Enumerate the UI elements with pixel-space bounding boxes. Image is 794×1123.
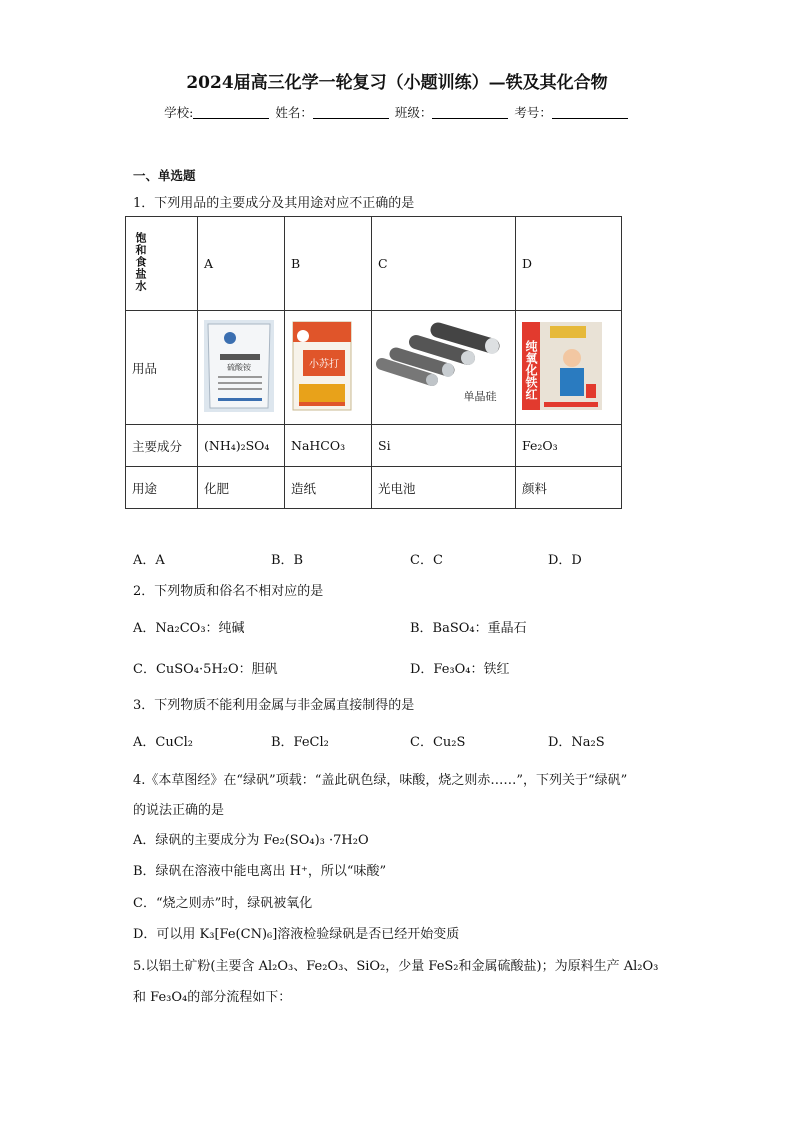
bag-a-text: 硫酸铵 — [227, 363, 251, 372]
q1-option-c[interactable]: C．C — [410, 553, 443, 568]
use-b: 造纸 — [285, 467, 372, 509]
image-cell-a — [198, 311, 285, 425]
comp-a: (NH₄)₂SO₄ — [198, 425, 285, 467]
q4-option-c[interactable]: C．“烧之则赤”时，绿矾被氧化 — [133, 896, 313, 911]
bag-b-text: 小苏打 — [309, 359, 339, 370]
silicon-caption: 单晶硅 — [463, 390, 497, 403]
q1-table — [125, 216, 622, 509]
q5-stem-line2: 和 Fe₃O₄的部分流程如下： — [133, 990, 292, 1005]
q1-option-b[interactable]: B．B — [271, 553, 304, 568]
row-label-use: 用途 — [126, 467, 198, 509]
page-title: 2024届高三化学一轮复习（小题训练）—铁及其化合物 — [186, 73, 608, 93]
image-cell-b — [285, 311, 372, 425]
q2-option-b[interactable]: B．BaSO₄：重晶石 — [410, 621, 527, 636]
q1-option-d[interactable]: D．D — [548, 553, 582, 568]
q2-stem: 2．下列物质和俗名不相对应的是 — [133, 584, 324, 599]
name-label: 姓名： — [275, 105, 313, 120]
name-blank[interactable] — [313, 106, 389, 119]
number-label: 考号： — [514, 105, 552, 120]
iron-oxide-red-box-image — [520, 318, 604, 414]
monocrystal-silicon-image — [376, 318, 502, 414]
col-header-c: C — [372, 217, 516, 311]
q2-option-a[interactable]: A．Na₂CO₃：纯碱 — [133, 621, 245, 636]
section-heading: 一、单选题 — [133, 168, 196, 183]
image-cell-c — [372, 311, 516, 425]
ammonium-sulfate-bag-image — [202, 318, 276, 414]
comp-d: Fe₂O₃ — [516, 425, 622, 467]
q5-stem-line1: 5.以铝土矿粉(主要含 Al₂O₃、Fe₂O₃、SiO₂，少量 FeS₂和金属硫酸盐)；为原料生产 Al₂O₃ — [133, 959, 659, 974]
q4-stem-line2: 的说法正确的是 — [133, 803, 225, 818]
use-c: 光电池 — [372, 467, 516, 509]
q3-option-d[interactable]: D．Na₂S — [548, 735, 605, 750]
comp-b: NaHCO₃ — [285, 425, 372, 467]
use-a: 化肥 — [198, 467, 285, 509]
school-blank[interactable] — [193, 106, 269, 119]
q4-option-d[interactable]: D．可以用 K₃[Fe(CN)₆]溶液检验绿矾是否已经开始变质 — [133, 927, 460, 942]
box-d-text: 纯氧化铁红 — [524, 340, 538, 400]
q4-option-a[interactable]: A．绿矾的主要成分为 Fe₂(SO₄)₃ ·7H₂O — [133, 833, 369, 848]
col-header-b: B — [285, 217, 372, 311]
col-header-d: D — [516, 217, 622, 311]
number-blank[interactable] — [552, 106, 628, 119]
q4-stem-line1: 4.《本草图经》在“绿矾”项载：“盖此矾色绿，味酸，烧之则赤……”，下列关于“绿矾” — [133, 773, 628, 788]
row-label-item: 用品 — [126, 311, 198, 425]
school-label: 学校: — [164, 105, 194, 120]
use-d: 颜料 — [516, 467, 622, 509]
q1-stem: 1．下列用品的主要成分及其用途对应不正确的是 — [133, 196, 415, 211]
class-blank[interactable] — [432, 106, 508, 119]
student-info — [0, 103, 794, 121]
q2-option-c[interactable]: C．CuSO₄·5H₂O：胆矾 — [133, 662, 278, 677]
class-label: 班级： — [394, 105, 433, 120]
baking-soda-bag-image — [289, 318, 355, 414]
q3-stem: 3．下列物质不能利用金属与非金属直接制得的是 — [133, 698, 415, 713]
comp-c: Si — [372, 425, 516, 467]
q4-option-b[interactable]: B．绿矾在溶液中能电离出 H⁺，所以“味酸” — [133, 864, 387, 879]
corner-label: 饱和食盐水 — [134, 232, 147, 292]
q3-option-b[interactable]: B．FeCl₂ — [271, 735, 329, 750]
q3-option-c[interactable]: C．Cu₂S — [410, 735, 466, 750]
col-header-a: A — [198, 217, 285, 311]
image-cell-d — [516, 311, 622, 425]
table-corner-cell — [126, 217, 198, 311]
q1-option-a[interactable]: A．A — [133, 553, 165, 568]
q2-option-d[interactable]: D．Fe₃O₄：铁红 — [410, 662, 510, 677]
row-label-component: 主要成分 — [126, 425, 198, 467]
q3-option-a[interactable]: A．CuCl₂ — [133, 735, 194, 750]
